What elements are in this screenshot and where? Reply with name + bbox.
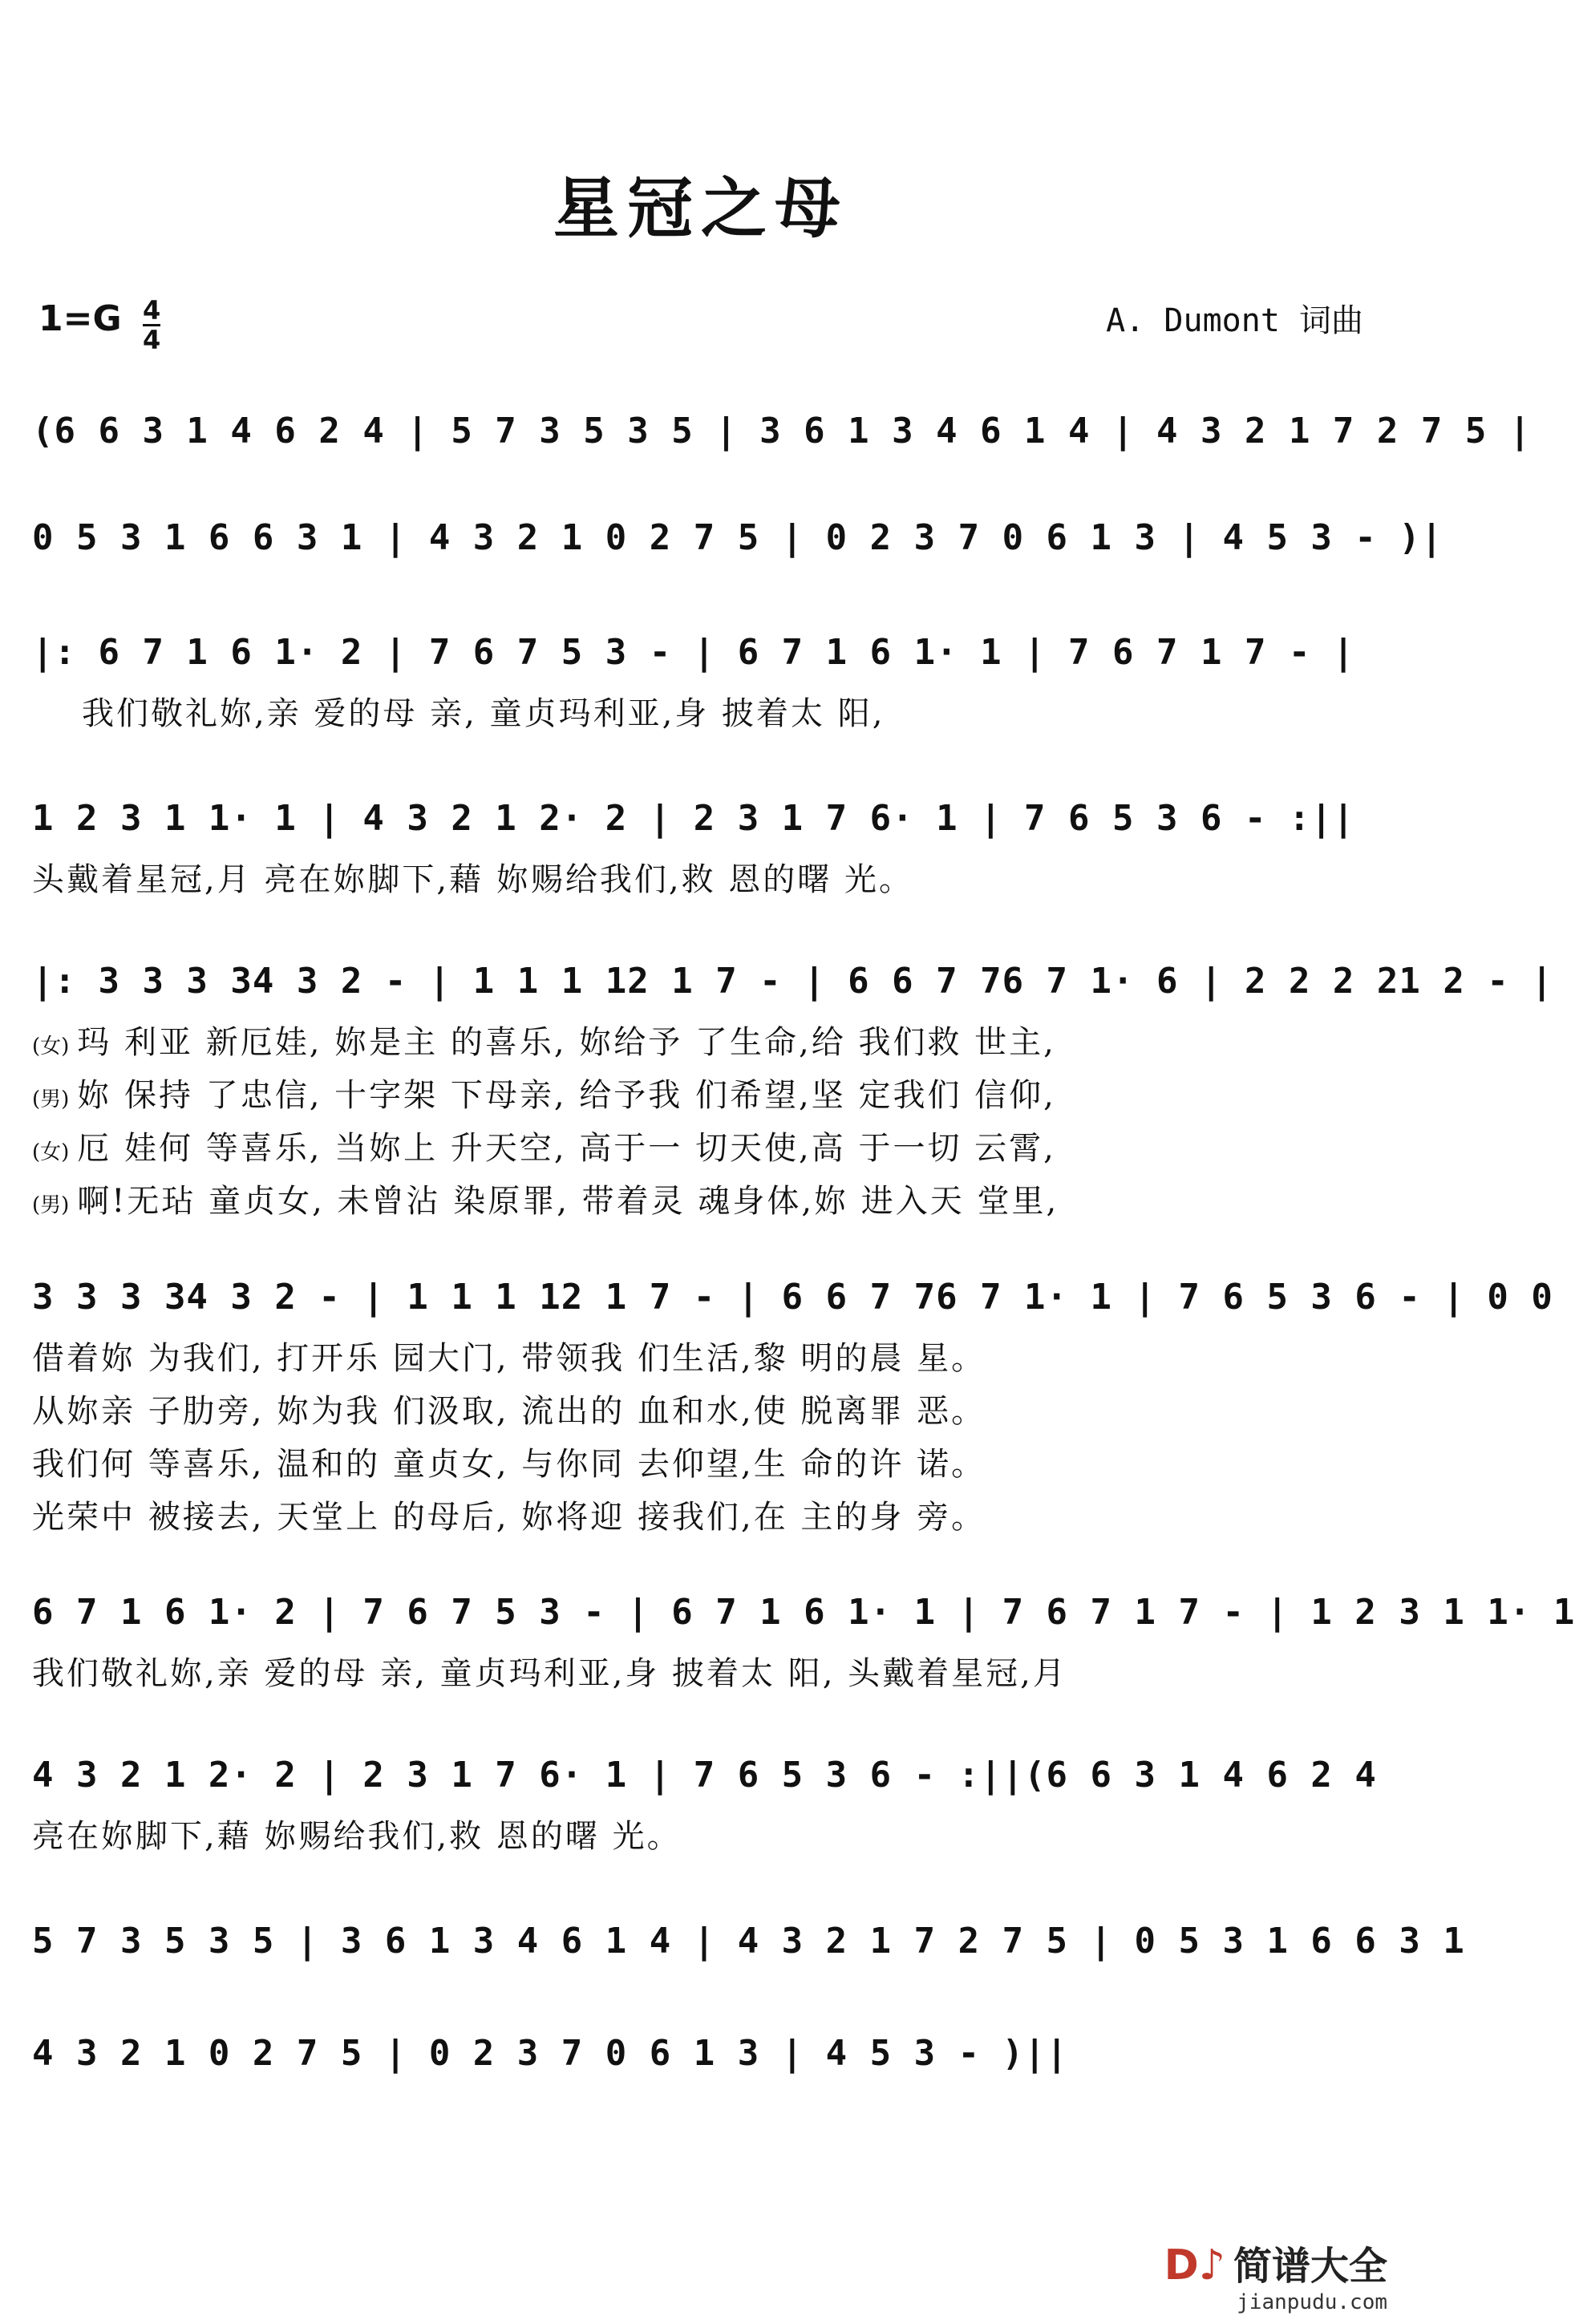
lyric-line-chorus-b-1: 借着妳 为我们, 打开乐 园大门, 带领我 们生活,黎 明的晨 星。 xyxy=(32,1340,986,1377)
voice-tag: (男) xyxy=(32,1193,70,1217)
lyric-line-refrain-2: 亮在妳脚下,藉 妳赐给我们,救 恩的曙 光。 xyxy=(32,1818,682,1855)
lyric-line-chorus-b-2: 从妳亲 子肋旁, 妳为我 们汲取, 流出的 血和水,使 脱离罪 恶。 xyxy=(32,1393,986,1430)
meter-top: 4 xyxy=(143,295,161,326)
voice-tag: (女) xyxy=(32,1034,70,1059)
meter-bottom: 4 xyxy=(143,325,161,355)
key-signature: 1=G xyxy=(38,298,122,339)
lyric-line-refrain-1: 我们敬礼妳,亲 爱的母 亲, 童贞玛利亚,身 披着太 阳, 头戴着星冠,月 xyxy=(32,1655,1067,1692)
notation-row-9: 5 7 3 5 3 5 | 3 6 1 3 4 6 1 4 | 4 3 2 1 7 2 7 5 | 0 5 3 1 6 6 3 1 xyxy=(32,1921,1465,1962)
time-signature xyxy=(143,297,160,354)
notation-row-8: 4 3 2 1 2· 2 | 2 3 1 7 6· 1 | 7 6 5 3 6 - :||(6 6 3 1 4 6 2 4 xyxy=(32,1755,1377,1796)
lyric-text: 玛 利亚 新厄娃, 妳是主 的喜乐, 妳给予 了生命,给 我们救 世主, xyxy=(77,1024,1056,1061)
notation-row-6: 3 3 3 34 3 2 - | 1 1 1 12 1 7 - | 6 6 7 76 7 1· 1 | 7 6 5 3 6 - | 0 0 xyxy=(32,1277,1553,1318)
lyric-line-chorus-b-3: 我们何 等喜乐, 温和的 童贞女, 与你同 去仰望,生 命的许 诺。 xyxy=(32,1446,986,1483)
notation-row-2: 0 5 3 1 6 6 3 1 | 4 3 2 1 0 2 7 5 | 0 2 3 7 0 6 1 3 | 4 5 3 - )| xyxy=(32,517,1443,558)
watermark-name: 简谱大全 xyxy=(1233,2244,1387,2289)
lyric-line-chorus-a-4 xyxy=(32,1176,1370,1221)
voice-tag: (男) xyxy=(32,1087,70,1111)
lyric-line-chorus-b-4: 光荣中 被接去, 天堂上 的母后, 妳将迎 接我们,在 主的身 旁。 xyxy=(32,1499,986,1536)
notation-row-10: 4 3 2 1 0 2 7 5 | 0 2 3 7 0 6 1 3 | 4 5 3 - )|| xyxy=(32,2033,1069,2074)
lyric-line-chorus-a-1 xyxy=(32,1017,1370,1063)
composer-credit: A. Dumont 词曲 xyxy=(1106,302,1363,339)
notation-row-1: (6 6 3 1 4 6 2 4 | 5 7 3 5 3 5 | 3 6 1 3 4 6 1 4 | 4 3 2 1 7 2 7 5 | xyxy=(32,411,1532,451)
lyric-text: 厄 娃何 等喜乐, 当妳上 升天空, 高于一 切天使,高 于一切 云霄, xyxy=(77,1130,1056,1167)
notation-row-5: |: 3 3 3 34 3 2 - | 1 1 1 12 1 7 - | 6 6 7 76 7 1· 6 | 2 2 2 21 2 - | xyxy=(32,961,1553,1002)
lyric-text: 妳 保持 了忠信, 十字架 下母亲, 给予我 们希望,坚 定我们 信仰, xyxy=(77,1077,1056,1114)
notation-row-4: 1 2 3 1 1· 1 | 4 3 2 1 2· 2 | 2 3 1 7 6· 1 | 7 6 5 3 6 - :|| xyxy=(32,798,1355,839)
watermark-logo-icon: D♪ xyxy=(1164,2241,1225,2290)
notation-row-7: 6 7 1 6 1· 2 | 7 6 7 5 3 - | 6 7 1 6 1· 1 | 7 6 7 1 7 - | 1 2 3 1 1· 1 xyxy=(32,1592,1575,1633)
page-title: 星冠之母 xyxy=(553,170,848,247)
watermark-url: jianpudu.com xyxy=(1237,2290,1387,2314)
voice-tag: (女) xyxy=(32,1140,70,1164)
lyric-line-chorus-a-2 xyxy=(32,1070,1370,1115)
site-watermark xyxy=(1164,2235,1387,2314)
lyric-text: 啊!无玷 童贞女, 未曾沾 染原罪, 带着灵 魂身体,妳 进入天 堂里, xyxy=(77,1183,1059,1220)
lyric-line-verse-1: 我们敬礼妳,亲 爱的母 亲, 童贞玛利亚,身 披着太 阳, xyxy=(82,695,885,732)
lyric-line-verse-2: 头戴着星冠,月 亮在妳脚下,藉 妳赐给我们,救 恩的曙 光。 xyxy=(32,861,914,898)
notation-row-3: |: 6 7 1 6 1· 2 | 7 6 7 5 3 - | 6 7 1 6 1· 1 | 7 6 7 1 7 - | xyxy=(32,632,1355,673)
lyric-line-chorus-a-3 xyxy=(32,1123,1370,1168)
